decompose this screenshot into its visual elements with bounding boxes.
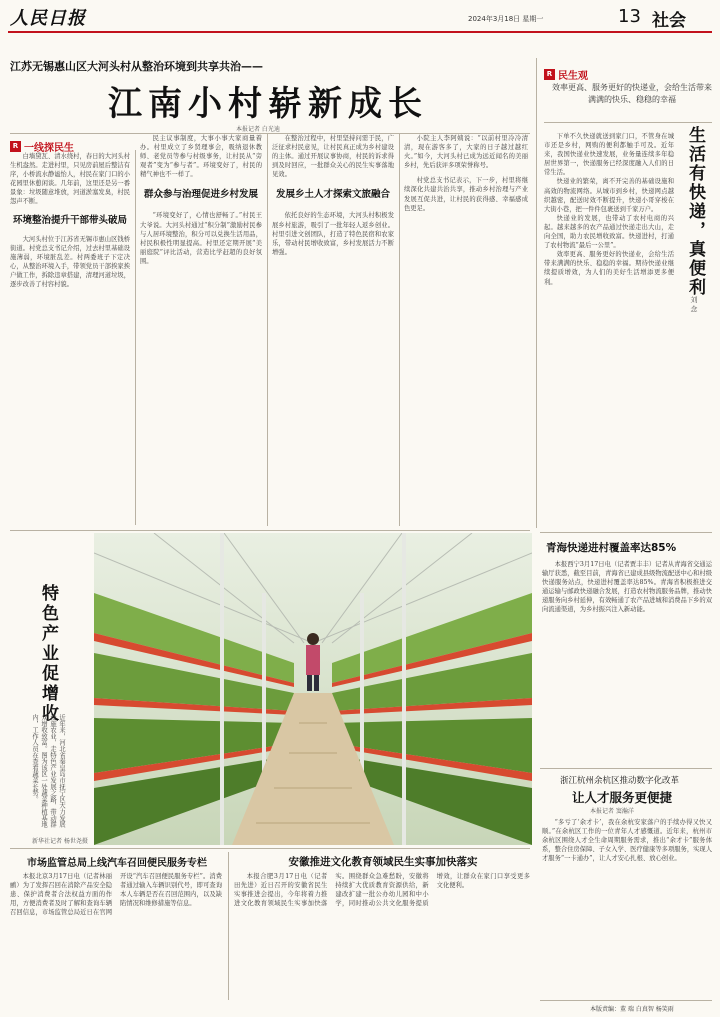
- lead-col-divider-3: [399, 134, 400, 526]
- right-column-divider: [536, 58, 537, 528]
- anhui-body: [234, 872, 530, 1000]
- column-title: 生活有快递，真便利: [685, 126, 705, 297]
- lead-col4b-para: 村党总支书记表示，下一步，村里将继续深化共建共治共享，推动乡村治理与产业发展互促共进，让村民的获得感、幸福感成色更足。: [404, 177, 528, 212]
- lead-col3-para: 在整治过程中，村里坚持问需于民，广泛征求村民意见，让村民真正成为乡村建设的主体。通过开展议事协商，村民的诉求得到及时回应，一批群众关心的民生实事落地见效。: [272, 135, 394, 179]
- lead-headline: 江南小村崭新成长: [108, 84, 428, 124]
- footer-rule: [540, 1000, 712, 1001]
- masthead-rule: [8, 31, 712, 33]
- column-body-para-3: 快递业的发展，也带动了农村电商的兴起。越来越多的农产品通过快递走出大山，走向全国，助力农民增收致富。快递进村，打通了农村物流“最后一公里”。: [544, 214, 674, 250]
- qinghai-top-rule: [540, 532, 712, 533]
- lead-col-divider-1: [135, 150, 136, 525]
- column-tag-icon: R: [544, 69, 555, 80]
- lead-column-1: [10, 152, 130, 524]
- page-section: 社会: [652, 11, 686, 31]
- anhui-body-para: 本报合肥3月17日电（记者田先进）近日召开的安徽省民生实事推进会提出，今年将着力推进文化教育领域民生实事加快落实。围绕群众急难愁盼，安徽将持续扩大优质教育资源供给，新建改扩建一批公办幼儿园和中小学，同时推动公共文化服务提质增效，让群众在家门口享受更多文化便利。: [234, 873, 530, 908]
- lead-col2-para: 民主议事制度，大事小事大家商量着办。村里成立了乡贤理事会，吸纳退休教师、老党员等参与村级事务，让村民从“旁观者”变为“参与者”。环境变好了，村民的精气神也不一样了。: [140, 135, 262, 179]
- greenhouse-photo: [94, 533, 532, 845]
- hangzhou-headline: 让人才服务更便捷: [572, 790, 673, 805]
- market-body-para: 本报北京3月17日电（记者林丽鹂）为了发挥召回在消除产品安全隐患、保护消费者合法权益方面的作用，方便消费者及时了解和查询车辆召回信息，市场监管总局近日在官网开设“汽车召回便民服务专栏”。消费者通过输入车辆识别代号，即可查询本人车辆是否在召回范围内，以及缺陷情况和维修措施等信息。: [10, 873, 222, 917]
- qinghai-body-para: 本报西宁3月17日电（记者贾丰丰）记者从青海省交通运输厅获悉，截至目前，青海省已建成县级物流配送中心和村级快递服务站点，快递进村覆盖率达85%。青海省积极推进交通运输与邮政快递融合发展，打造农村物流服务品牌，推动快递服务向乡村延伸，有效畅通了农产品进城和消费品下乡的双向流通渠道，为乡村振兴注入新动能。: [542, 561, 712, 614]
- column-body-para-2: 快递业的繁荣，离不开完善的基础设施和高效的物流网络。从城市到乡村，快递网点越织越密，配送时效不断提升，快递小哥穿梭在大街小巷，把一件件包裹送到千家万户。: [544, 178, 674, 213]
- photo-caption-title: 特色产业促增收: [38, 584, 58, 724]
- market-headline: 市场监管总局上线汽车召回便民服务专栏: [27, 858, 207, 869]
- photo-credit: 新华社记者 杨世尧摄: [32, 838, 88, 845]
- anhui-headline: 安徽推进文化教育领域民生实事加快落实: [288, 856, 478, 868]
- lead-subhead-2: 群众参与治理促进乡村发展: [143, 189, 258, 201]
- hangzhou-body-para: “多亏了‘余才卡’，我在余杭安家落户的手续办得又快又顺。”在余杭区工作的一位青年人才感慨道。近年来，杭州市余杭区围绕人才全生命周期服务需求，推出“余才卡”服务体系，整合住房保障、子女入学、医疗健康等多项服务，实现人才服务“一卡通办”，让人才安心扎根、放心创业。: [542, 819, 712, 863]
- photo-caption: 近年来，河北省秦皇岛市抚宁区大力发展设施农业，走特色产业发展之路，带动群众增收致富。图为该区一处蔬菜种植基地内，工作人员在查看蔬菜长势。: [31, 714, 65, 828]
- qinghai-body: [542, 560, 712, 762]
- lead-column-3: [272, 134, 394, 526]
- lead-column-2: [140, 134, 262, 526]
- column-author: 刘 念: [690, 296, 698, 313]
- lead-col2b-para: “环境变好了，心情也舒畅了。”村民王大爷说。大河头村通过“积分制”激励村民参与人居环境整治，积分可以兑换生活用品，村民积极性明显提高。村里还定期开展“美丽庭院”评比活动，营造比学赶超的良好氛围。: [140, 212, 262, 265]
- section-label-text: 一线探民生: [24, 143, 74, 154]
- page-editors: 本版责编：董 瑞 白真智 杨笑雨: [590, 1006, 674, 1013]
- lead-col1-para: 白墙黛瓦、清水绕村，春日的大河头村生机盎然。走进村里，只见房前屋后整洁有序，小桥流水静谧怡人，村民在家门口的小花园里休憩闲谈。几年前，这里还是另一番景象：垃圾随意堆放，河道淤塞发臭，村民怨声不断。: [10, 153, 130, 206]
- lead-subhead-3: 发展乡土人才探索文旅融合: [275, 189, 390, 201]
- lead-col3b-para: 依托良好的生态环境，大河头村积极发展乡村旅游，吸引了一批年轻人返乡创业。村里引进文创团队，打造了特色民宿和农家乐，带动村民增收致富，乡村发展活力不断增强。: [272, 212, 394, 256]
- lead-col-divider-2: [267, 134, 268, 526]
- lead-column-4: [404, 134, 528, 526]
- column-body-para-1: 下单不久快递就送到家门口，不管身在城市还是乡村，网购的便利都触手可及。近年来，我国快递业快速发展，业务量连续多年稳居世界第一，快递服务已经深度融入人们的日常生活。: [544, 133, 674, 177]
- newspaper-logo: 人民日报: [10, 8, 86, 29]
- hangzhou-kicker: 浙江杭州余杭区推动数字化改革: [560, 776, 680, 786]
- column-deck: 效率更高、服务更好的快递业，会给生活带来满满的快乐、稳稳的幸福: [552, 83, 712, 104]
- column-deck-rule: [544, 122, 712, 123]
- hangzhou-byline: 本报记者 窦瀚洋: [590, 808, 634, 815]
- lead-kicker: 江苏无锡惠山区大河头村从整治环境到共享共治——: [10, 60, 263, 73]
- greenhouse-illustration: [94, 533, 532, 845]
- bottom-top-rule: [10, 848, 530, 849]
- column-body: [544, 132, 674, 526]
- column-body-para-4: 效率更高、服务更好的快递业，会给生活带来满满的快乐、稳稳的幸福。期待快递业继续提质增效，为人们的美好生活增添更多便利。: [544, 251, 674, 286]
- market-body: [10, 872, 222, 1000]
- hangzhou-top-rule: [540, 768, 712, 769]
- lead-byline: 本报记者 白光迪: [236, 126, 280, 133]
- lead-col1b-para: 大河头村位于江苏省无锡市惠山区钱桥街道。村党总支书记介绍，过去村里基础设施薄弱，环境脏乱差。村两委班子下定决心，从整治环境入手，带领党员干部挨家挨户做工作，拆除违章搭建，清理河道垃圾，逐步改善了村容村貌。: [10, 235, 130, 289]
- bottom-col-divider: [228, 852, 229, 1000]
- section-tag-icon: R: [10, 141, 21, 152]
- photo-top-rule: [10, 530, 530, 531]
- lead-col4-para: 小院主人李阿姨说：“以前村里冷冷清清，现在游客多了，大家的日子越过越红火。”如今，大河头村已成为远近闻名的美丽乡村，先后获评多项荣誉称号。: [404, 135, 528, 170]
- column-section-label: [544, 64, 588, 83]
- lead-subhead-1: 环境整治提升干部带头破局: [12, 214, 127, 226]
- date-line: 2024年3月18日 星期一: [468, 15, 544, 23]
- page-number: 13: [618, 6, 641, 27]
- column-label-text: 民生观: [558, 71, 588, 82]
- hangzhou-body: [542, 818, 712, 998]
- qinghai-headline: 青海快递进村覆盖率达85%: [546, 542, 677, 554]
